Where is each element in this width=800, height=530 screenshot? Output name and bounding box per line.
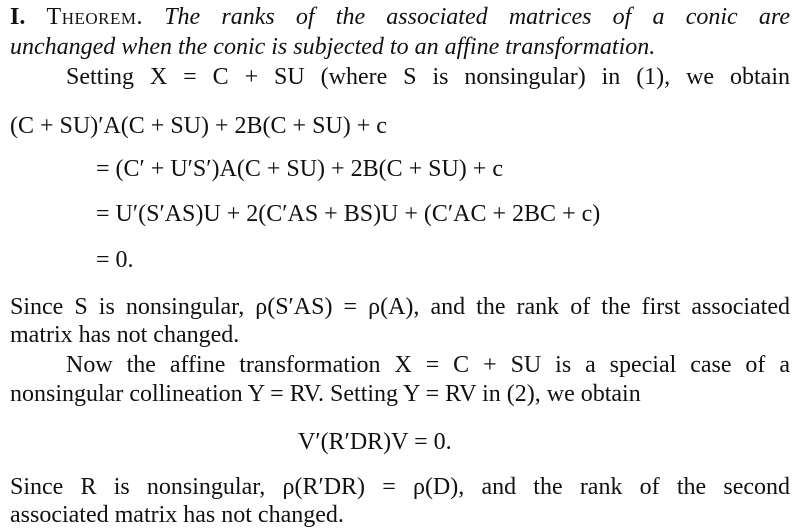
since-first-line2: matrix has not changed. [10,322,240,348]
theorem-number: I. [10,4,26,30]
equation-5: V′(R′DR)V = 0. [298,429,452,455]
since-first-line1: Since S is nonsingular, ρ(S′AS) = ρ(A), and the rank of the first associated [10,294,790,320]
theorem-heading-line [10,2,790,32]
since-second-line2: associated matrix has not changed. [10,502,344,528]
equation-1: (C + SU)′A(C + SU) + 2B(C + SU) + c [10,113,387,139]
setting-line: Setting X = C + SU (where S is nonsingular) in (1), we obtain [66,64,790,90]
now-line1: Now the affine transformation X = C + SU is a special case of a [66,352,790,378]
equation-2: = (C′ + U′S′)A(C + SU) + 2B(C + SU) + c [96,156,503,182]
theorem-label: Theorem. [46,4,143,30]
now-line2: nonsingular collineation Y = RV. Setting Y = RV in (2), we obtain [10,381,641,407]
theorem-statement-line1: The ranks of the associated matrices of a conic are [164,4,790,30]
equation-4: = 0. [96,247,134,273]
equation-3: = U′(S′AS)U + 2(C′AS + BS)U + (C′AC + 2BC + c) [96,201,601,227]
since-second-line1: Since R is nonsingular, ρ(R′DR) = ρ(D), and the rank of the second [10,474,790,500]
theorem-statement-line2: unchanged when the conic is subjected to an affine transformation. [10,34,656,60]
